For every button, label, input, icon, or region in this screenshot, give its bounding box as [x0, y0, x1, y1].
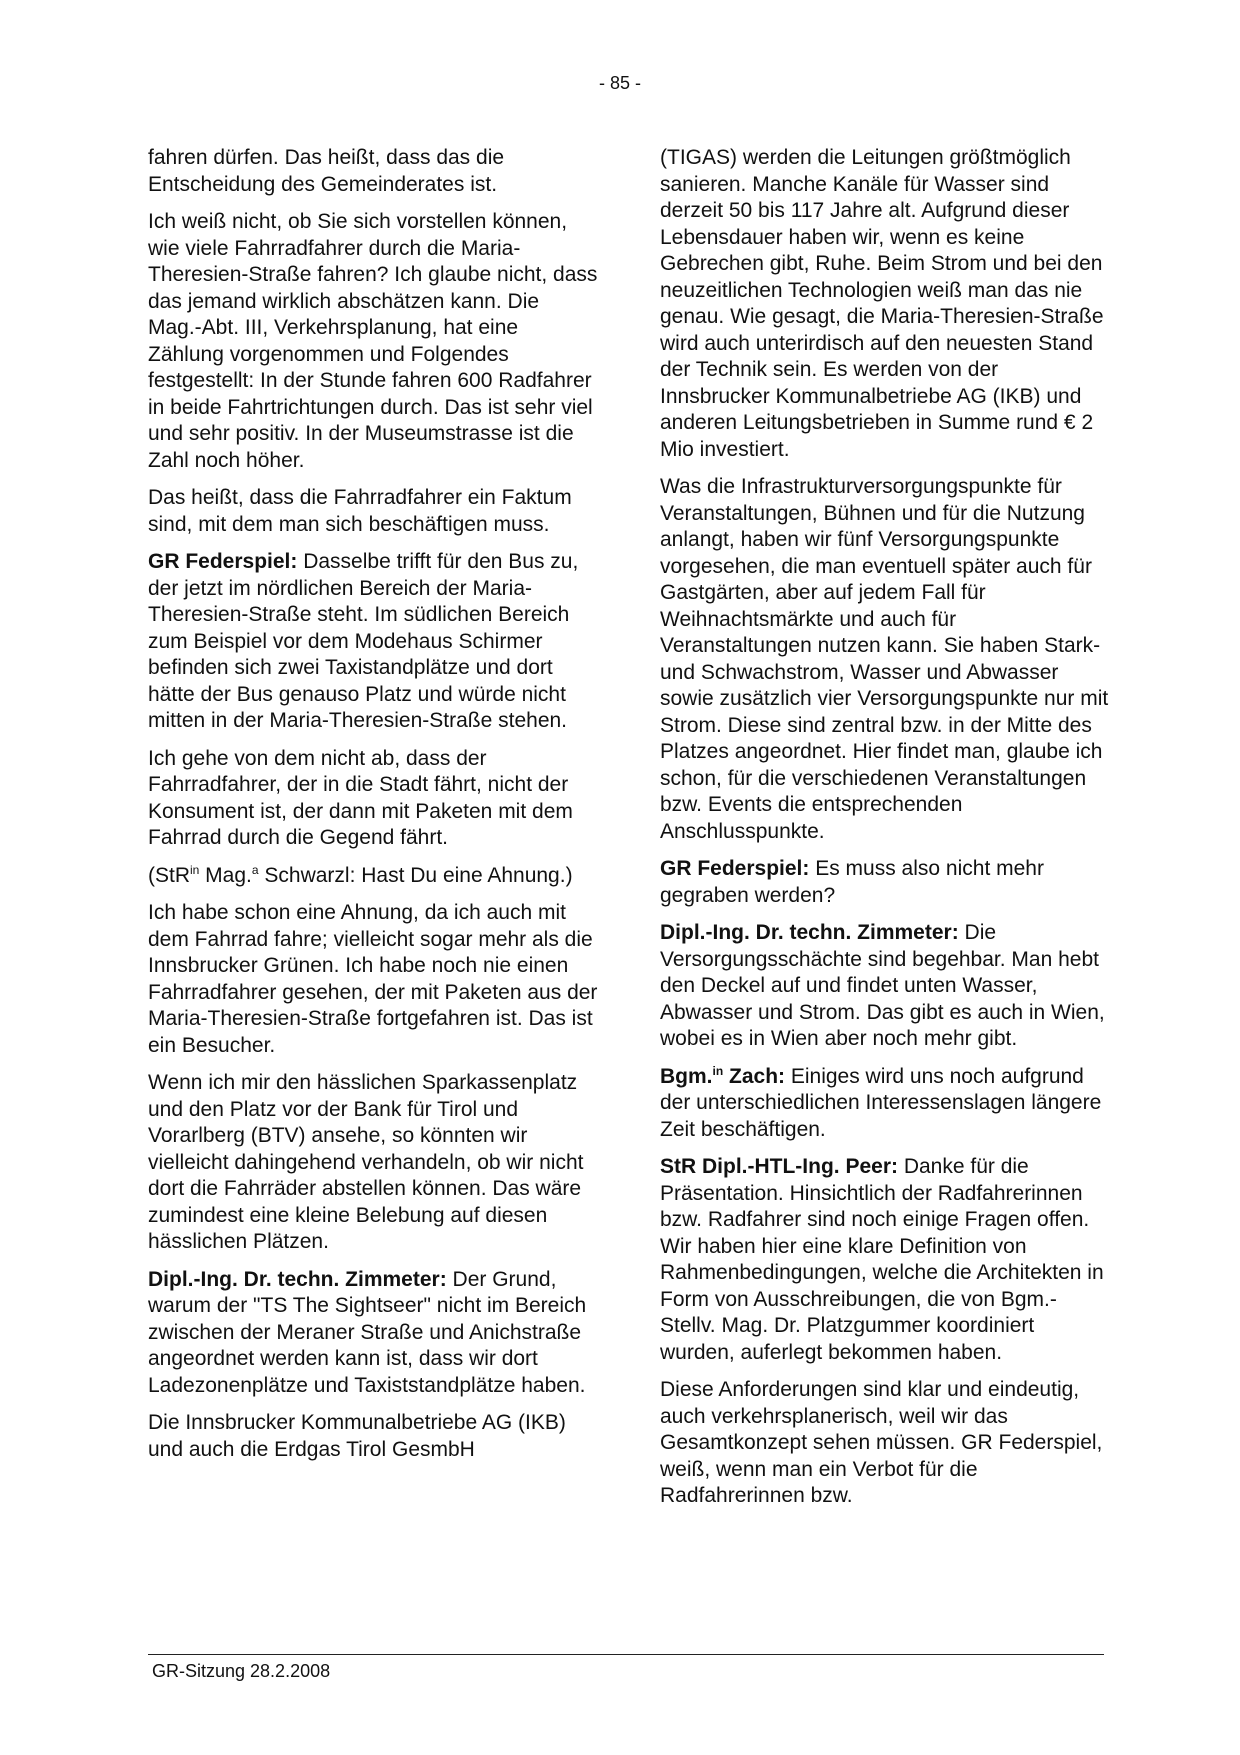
paragraph-text: Dasselbe trifft für den Bus zu, der jetzt im nördlichen Bereich der Maria-Theresien-Straße steht. Im südlichen Bereich zum Beispiel vor dem Modehaus Schirmer befinden sich zwei Taxistandplätze und dort hätte der Bus genauso Platz und würde nicht mitten in der Maria-Theresien-Straße stehen.	[148, 550, 579, 732]
speaker-name: Zach:	[723, 1064, 786, 1088]
paragraph-text: Es muss also nicht mehr gegraben werden?	[660, 857, 1044, 907]
paragraph	[148, 1267, 598, 1400]
paragraph-text: Danke für die Präsentation. Hinsichtlich der Radfahrerinnen bzw. Radfahrer sind noch einige Fragen offen. Wir haben hier eine klare Definition von Rahmenbedingungen, welche die Architekten in Form von Ausschreibungen, die von Bgm.-Stellv. Mag. Dr. Platzgummer koordiniert wurden, auferlegt bekommen haben.	[660, 1155, 1104, 1364]
paragraph: Diese Anforderungen sind klar und eindeutig, auch verkehrsplanerisch, weil wir das Gesamtkonzept sehen müssen. GR Federspiel, weiß, wenn man ein Verbot für die Radfahrerinnen bzw.	[660, 1378, 1103, 1507]
speaker-name: StR Dipl.-HTL-Ing. Peer:	[660, 1155, 898, 1178]
right-column	[660, 145, 1110, 1521]
left-column	[148, 145, 598, 1474]
footer-session-label: GR-Sitzung 28.2.2008	[152, 1661, 331, 1681]
interjection	[148, 863, 598, 890]
speaker-name: GR Federspiel:	[148, 550, 298, 573]
interjection-text: Schwarzl: Hast Du eine Ahnung.)	[258, 863, 573, 887]
paragraph-text: Die Versorgungsschächte sind begehbar. Man hebt den Deckel auf und findet unten Wasser, Abwasser und Strom. Das gibt es auch in Wien, wobei es in Wien aber noch mehr gibt.	[660, 921, 1105, 1050]
speaker-name: Dipl.-Ing. Dr. techn. Zimmeter:	[660, 921, 959, 944]
speaker-name: GR Federspiel:	[660, 857, 810, 880]
paragraph-text: Der Grund, warum der "TS The Sightseer" nicht im Bereich zwischen der Meraner Straße und Anichstraße angeordnet werden kann ist, dass wir dort Ladezonenplätze und Taxiststandplätze haben.	[148, 1267, 587, 1397]
paragraph: Ich weiß nicht, ob Sie sich vorstellen können, wie viele Fahrradfahrer durch die Maria-Theresien-Straße fahren? Ich glaube nicht, dass das jemand wirklich abschätzen kann. Die Mag.-Abt. III, Verkehrsplanung, hat eine Zählung vorgenommen und Folgendes festgestellt: In der Stunde fahren 600 Radfahrer in beide Fahrtrichtungen durch. Das ist sehr viel und sehr positiv. In der Museumstrasse ist die Zahl noch höher.	[148, 210, 598, 472]
speaker-name: Bgm.	[660, 1064, 713, 1088]
paragraph	[660, 1064, 1110, 1144]
paragraph	[148, 549, 598, 735]
paragraph: Wenn ich mir den hässlichen Sparkassenplatz und den Platz vor der Bank für Tirol und Vorarlberg (BTV) ansehe, so könnten wir vielleicht dahingehend verhandeln, ob wir nicht dort die Fahrräder abstellen können. Das wäre zumindest eine kleine Belebung auf diesen hässlichen Plätzen.	[148, 1071, 584, 1253]
speaker-name: Dipl.-Ing. Dr. techn. Zimmeter:	[148, 1267, 447, 1291]
paragraph: Das heißt, dass die Fahrradfahrer ein Faktum sind, mit dem man sich beschäftigen muss.	[148, 486, 572, 536]
footer-divider	[148, 1654, 1104, 1655]
superscript: a	[251, 862, 259, 877]
paragraph: Ich habe schon eine Ahnung, da ich auch mit dem Fahrrad fahre; vielleicht sogar mehr als die Innsbrucker Grünen. Ich habe noch nie einen Fahrradfahrer gesehen, der mit Paketen aus der Maria-Theresien-Straße fortgefahren ist. Das ist ein Besucher.	[148, 901, 598, 1057]
paragraph: (TIGAS) werden die Leitungen größtmöglich sanieren. Manche Kanäle für Wasser sind derzeit 50 bis 117 Jahre alt. Aufgrund dieser Lebensdauer haben wir, wenn es keine Gebrechen gibt, Ruhe. Beim Strom und bei den neuzeitlichen Technologien weiß man das nie genau. Wie gesagt, die Maria-Theresien-Straße wird auch unterirdisch auf den neuesten Stand der Technik sein. Es werden von der Innsbrucker Kommunalbetriebe AG (IKB) und anderen Leitungsbetrieben in Summe rund € 2 Mio investiert.	[660, 146, 1104, 461]
paragraph: fahren dürfen. Das heißt, dass das die Entscheidung des Gemeinderates ist.	[148, 146, 505, 196]
interjection-text: Mag.	[199, 863, 252, 887]
paragraph	[660, 1154, 1110, 1366]
paragraph: Was die Infrastrukturversorgungspunkte für Veranstaltungen, Bühnen und für die Nutzung anlangt, haben wir fünf Versorgungspunkte vorgesehen, die man eventuell später auch für Gastgärten, aber auf jedem Fall für Weihnachtsmärkte und auch für Veranstaltungen nutzen kann. Sie haben Stark- und Schwachstrom, Wasser und Abwasser sowie zusätzlich vier Versorgungspunkte nur mit Strom. Diese sind zentral bzw. in der Mitte des Platzes angeordnet. Hier findet man, glaube ich schon, für die verschiedenen Veranstaltungen bzw. Events die entsprechenden Anschlusspunkte.	[660, 475, 1109, 843]
superscript: in	[190, 862, 200, 877]
paragraph: Ich gehe von dem nicht ab, dass der Fahrradfahrer, der in die Stadt fährt, nicht der Konsument ist, der dann mit Paketen mit dem Fahrrad durch die Gegend fährt.	[148, 746, 573, 849]
page-number: - 85 -	[598, 73, 641, 93]
paragraph-text: Einiges wird uns noch aufgrund der unterschiedlichen Interessenslagen längere Zeit beschäftigen.	[660, 1064, 1102, 1141]
paragraph	[660, 856, 1110, 909]
paragraph	[660, 920, 1110, 1053]
interjection-text: (StR	[148, 863, 190, 887]
superscript: in	[712, 1063, 724, 1078]
paragraph: Die Innsbrucker Kommunalbetriebe AG (IKB) und auch die Erdgas Tirol GesmbH	[148, 1411, 566, 1461]
